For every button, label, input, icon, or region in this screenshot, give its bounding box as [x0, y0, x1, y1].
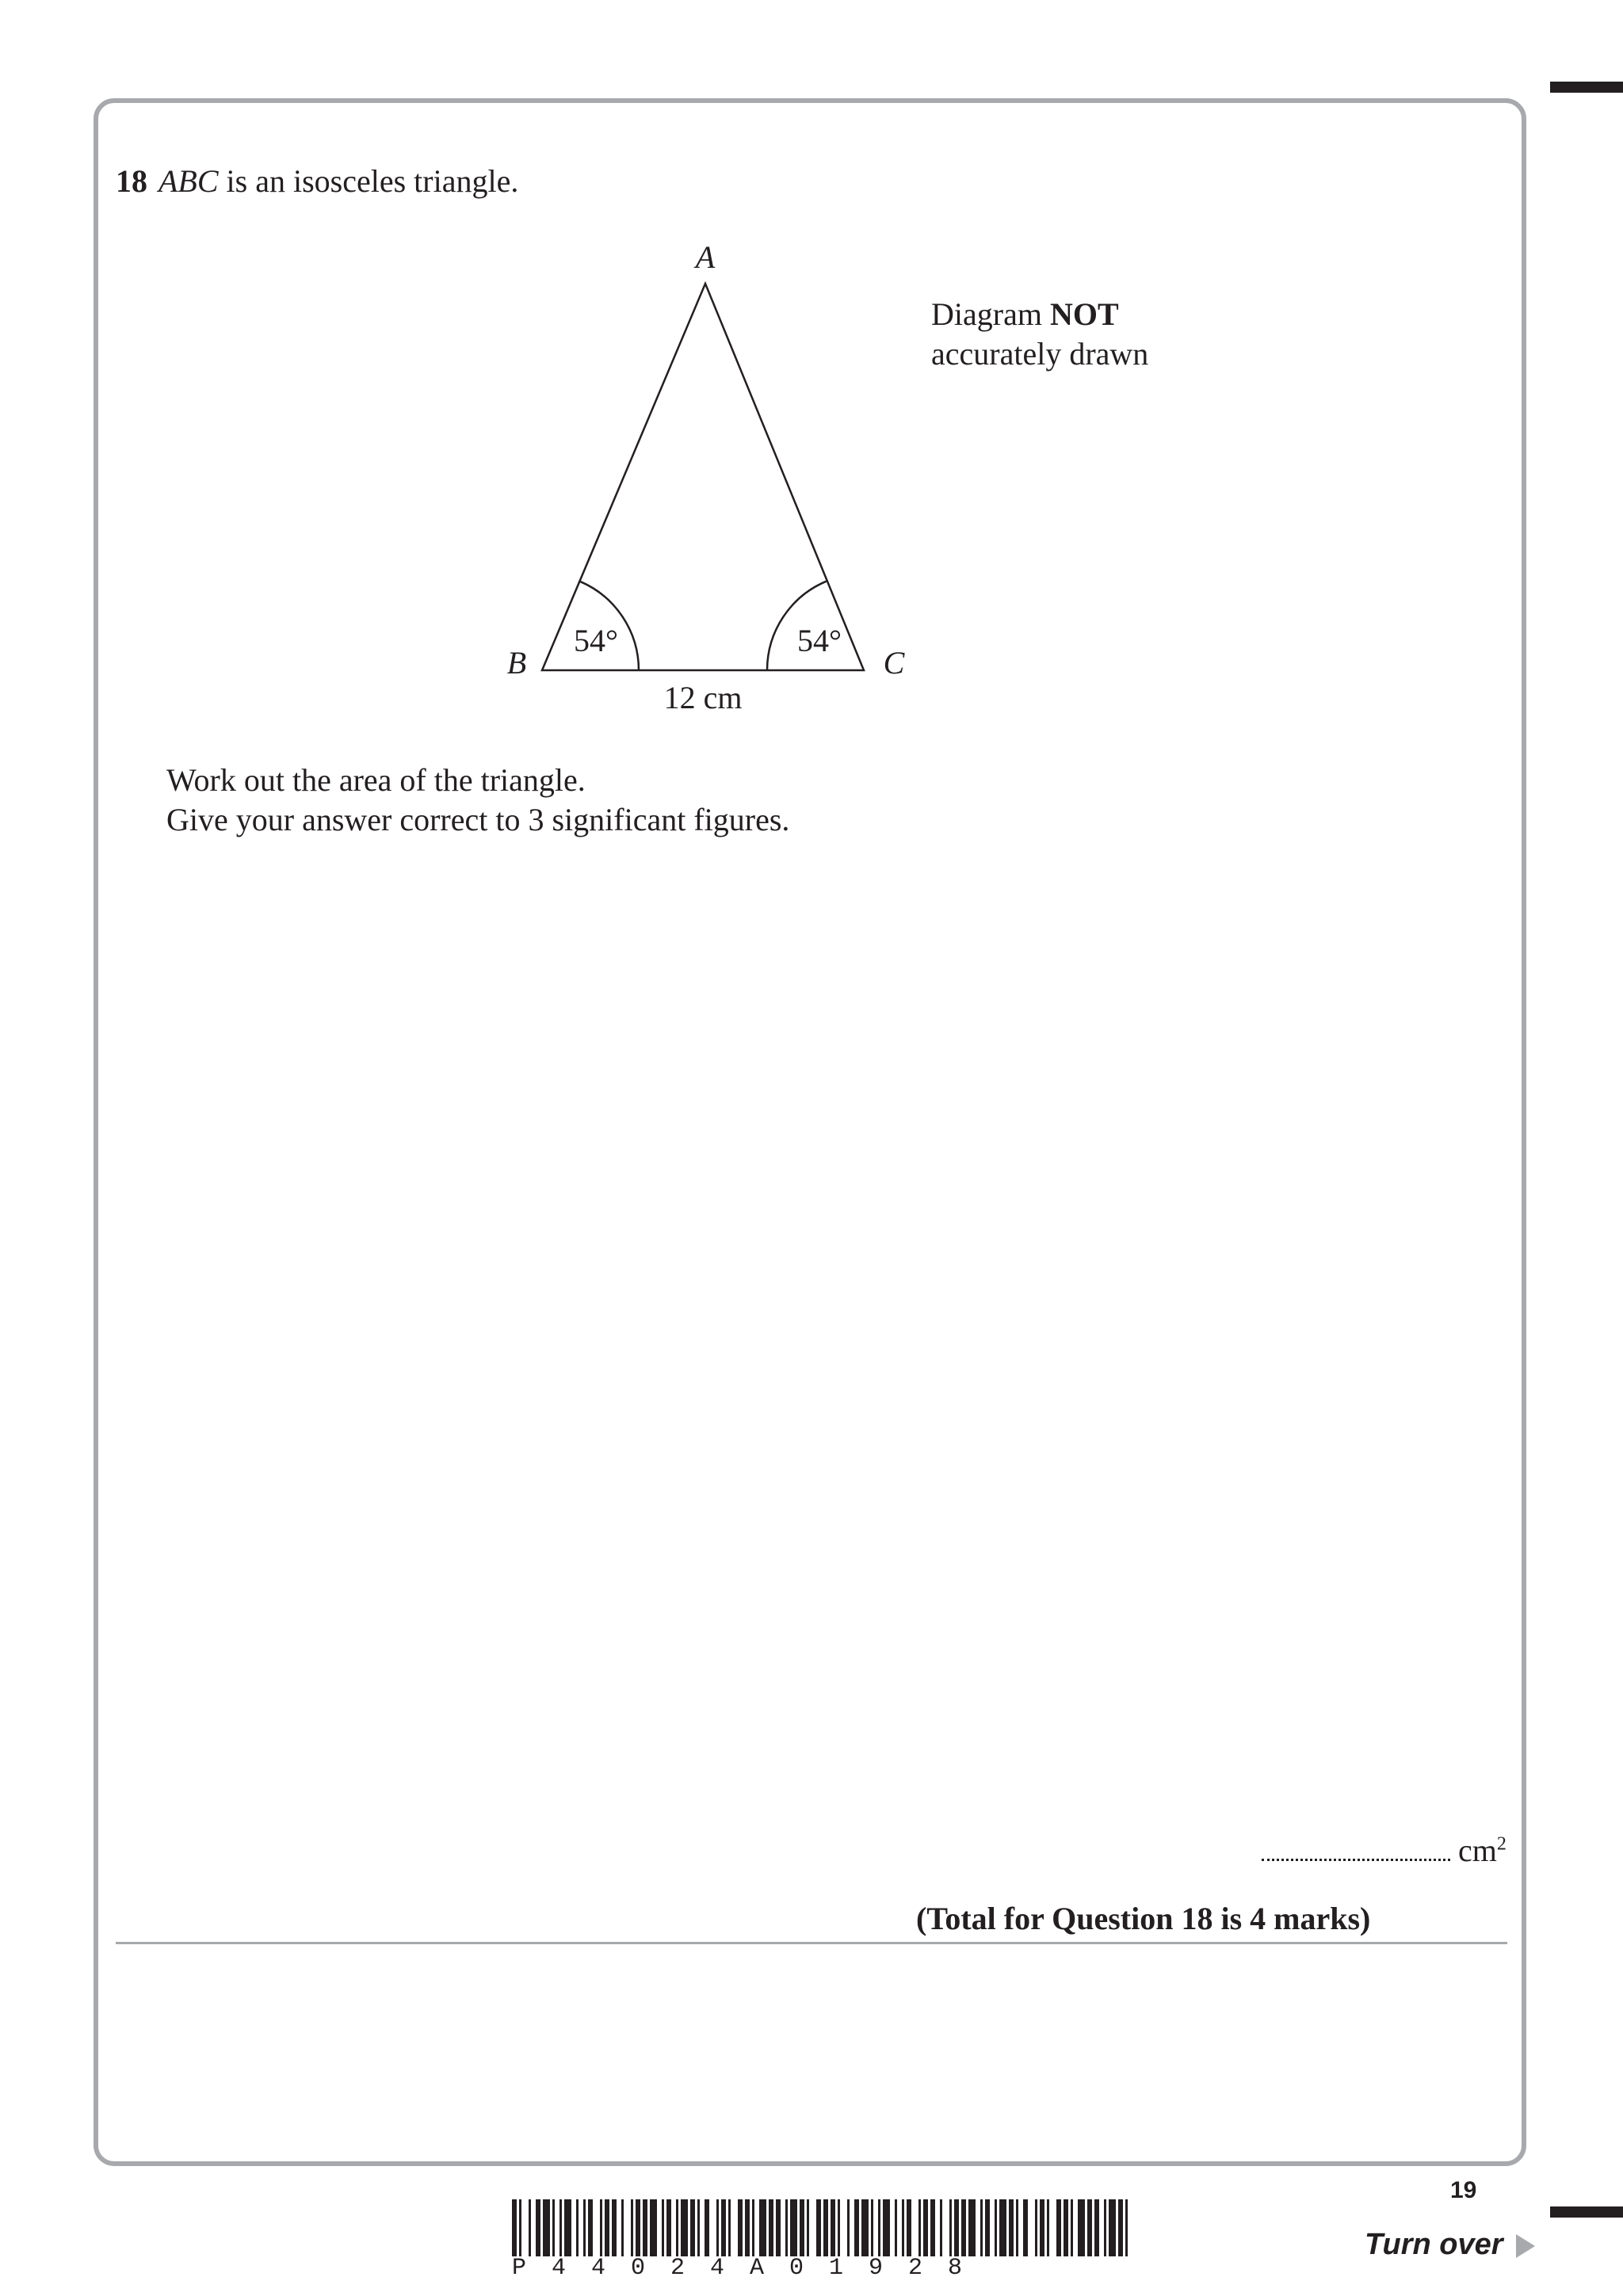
triangle-name: ABC	[158, 163, 219, 199]
angle-label-c: 54°	[797, 623, 842, 658]
barcode-bar	[576, 2199, 579, 2256]
vertex-label-c: C	[883, 645, 905, 681]
barcode-bar	[621, 2199, 624, 2256]
barcode-bar	[666, 2199, 671, 2256]
barcode-bar	[600, 2199, 602, 2256]
barcode-bar	[1064, 2199, 1068, 2256]
barcode-bar	[705, 2199, 709, 2256]
barcode-bar	[902, 2199, 904, 2256]
barcode-bar	[681, 2199, 688, 2256]
triangle-diagram	[475, 230, 919, 737]
barcode-bar	[785, 2199, 788, 2256]
barcode-bar	[883, 2199, 890, 2256]
barcode	[512, 2199, 1130, 2256]
barcode-bar	[612, 2199, 617, 2256]
question-heading	[116, 162, 518, 201]
barcode-bar	[564, 2199, 571, 2256]
barcode-bar	[588, 2199, 593, 2256]
barcode-bar	[759, 2199, 766, 2256]
edge-mark-bottom	[1550, 2206, 1623, 2218]
barcode-bar	[949, 2199, 952, 2256]
barcode-bar	[1125, 2199, 1128, 2256]
answer-field[interactable]	[1262, 1840, 1450, 1861]
barcode-bar	[968, 2199, 976, 2256]
instructions	[166, 761, 789, 840]
question-statement: is an isosceles triangle.	[218, 163, 519, 199]
barcode-bar	[1094, 2199, 1099, 2256]
barcode-bar	[1109, 2199, 1116, 2256]
barcode-bar	[543, 2199, 550, 2256]
vertex-label-a: A	[695, 239, 716, 275]
barcode-bar	[895, 2199, 897, 2256]
barcode-bar	[861, 2199, 869, 2256]
barcode-bar	[529, 2199, 531, 2256]
barcode-bar	[800, 2199, 804, 2256]
barcode-bar	[1087, 2199, 1092, 2256]
barcode-bar	[690, 2199, 695, 2256]
barcode-bar	[999, 2199, 1006, 2256]
instruction-2: Give your answer correct to 3 significant figures.	[166, 802, 790, 837]
barcode-bar	[807, 2199, 809, 2256]
barcode-bar	[605, 2199, 609, 2256]
barcode-bar	[1023, 2199, 1028, 2256]
barcode-bar	[1040, 2199, 1044, 2256]
edge-mark-top	[1550, 82, 1623, 93]
barcode-bar	[745, 2199, 750, 2256]
answer-unit: $cm^2$	[1458, 1833, 1507, 1868]
barcode-bar	[838, 2199, 840, 2256]
barcode-bar	[823, 2199, 828, 2256]
barcode-bar	[1071, 2199, 1073, 2256]
note-line2: accurately drawn	[931, 336, 1149, 372]
question-number: 18	[116, 163, 147, 199]
triangle-abc	[542, 284, 864, 670]
barcode-bar	[1016, 2199, 1018, 2256]
barcode-bar	[636, 2199, 640, 2256]
barcode-bar	[1047, 2199, 1049, 2256]
vertex-label-b: B	[506, 645, 527, 681]
barcode-bar	[716, 2199, 719, 2256]
barcode-bar	[697, 2199, 700, 2256]
base-label: 12 cm	[663, 680, 743, 715]
total-marks: (Total for Question 18 is 4 marks)	[916, 1901, 1371, 1936]
barcode-bar	[854, 2199, 859, 2256]
barcode-bar	[769, 2199, 773, 2256]
divider	[116, 1942, 1507, 1944]
barcode-bar	[752, 2199, 754, 2256]
turn-over: Turn over	[1365, 2228, 1535, 2262]
barcode-bar	[643, 2199, 647, 2256]
barcode-bar	[878, 2199, 880, 2256]
barcode-bar	[985, 2199, 990, 2256]
barcode-bar	[980, 2199, 983, 2256]
barcode-bar	[776, 2199, 781, 2256]
barcode-bar	[721, 2199, 726, 2256]
barcode-bar	[961, 2199, 966, 2256]
barcode-bar	[738, 2199, 743, 2256]
instruction-1: Work out the area of the triangle.	[166, 762, 586, 798]
barcode-bar	[650, 2199, 657, 2256]
barcode-bar	[676, 2199, 678, 2256]
barcode-bar	[907, 2199, 911, 2256]
barcode-bar	[1035, 2199, 1037, 2256]
barcode-bar	[552, 2199, 555, 2256]
barcode-bar	[816, 2199, 821, 2256]
note-bold: NOT	[1049, 296, 1119, 332]
barcode-bar	[871, 2199, 873, 2256]
angle-label-b: 54°	[574, 623, 618, 658]
barcode-bar	[847, 2199, 850, 2256]
barcode-bar	[536, 2199, 540, 2256]
barcode-bar	[790, 2199, 797, 2256]
barcode-bar	[1078, 2199, 1085, 2256]
barcode-bar	[918, 2199, 921, 2256]
barcode-bar	[631, 2199, 633, 2256]
barcode-bar	[662, 2199, 664, 2256]
barcode-bar	[940, 2199, 942, 2256]
barcode-bar	[1104, 2199, 1106, 2256]
barcode-bar	[1118, 2199, 1123, 2256]
barcode-bar	[559, 2199, 562, 2256]
diagram-note	[931, 295, 1148, 374]
barcode-bar	[923, 2199, 928, 2256]
turn-over-arrow-icon	[1516, 2234, 1535, 2258]
barcode-text: P44024A01928	[512, 2255, 988, 2282]
barcode-bar	[728, 2199, 731, 2256]
note-text: Diagram	[931, 296, 1050, 332]
barcode-bar	[583, 2199, 586, 2256]
barcode-bar	[995, 2199, 997, 2256]
answer-line	[1262, 1832, 1507, 1869]
barcode-bar	[1056, 2199, 1061, 2256]
barcode-bar	[930, 2199, 935, 2256]
barcode-bar	[1009, 2199, 1014, 2256]
page-number: 19	[1450, 2177, 1477, 2203]
barcode-bar	[519, 2199, 521, 2256]
barcode-bar	[512, 2199, 517, 2256]
barcode-bar	[954, 2199, 959, 2256]
barcode-bar	[831, 2199, 835, 2256]
